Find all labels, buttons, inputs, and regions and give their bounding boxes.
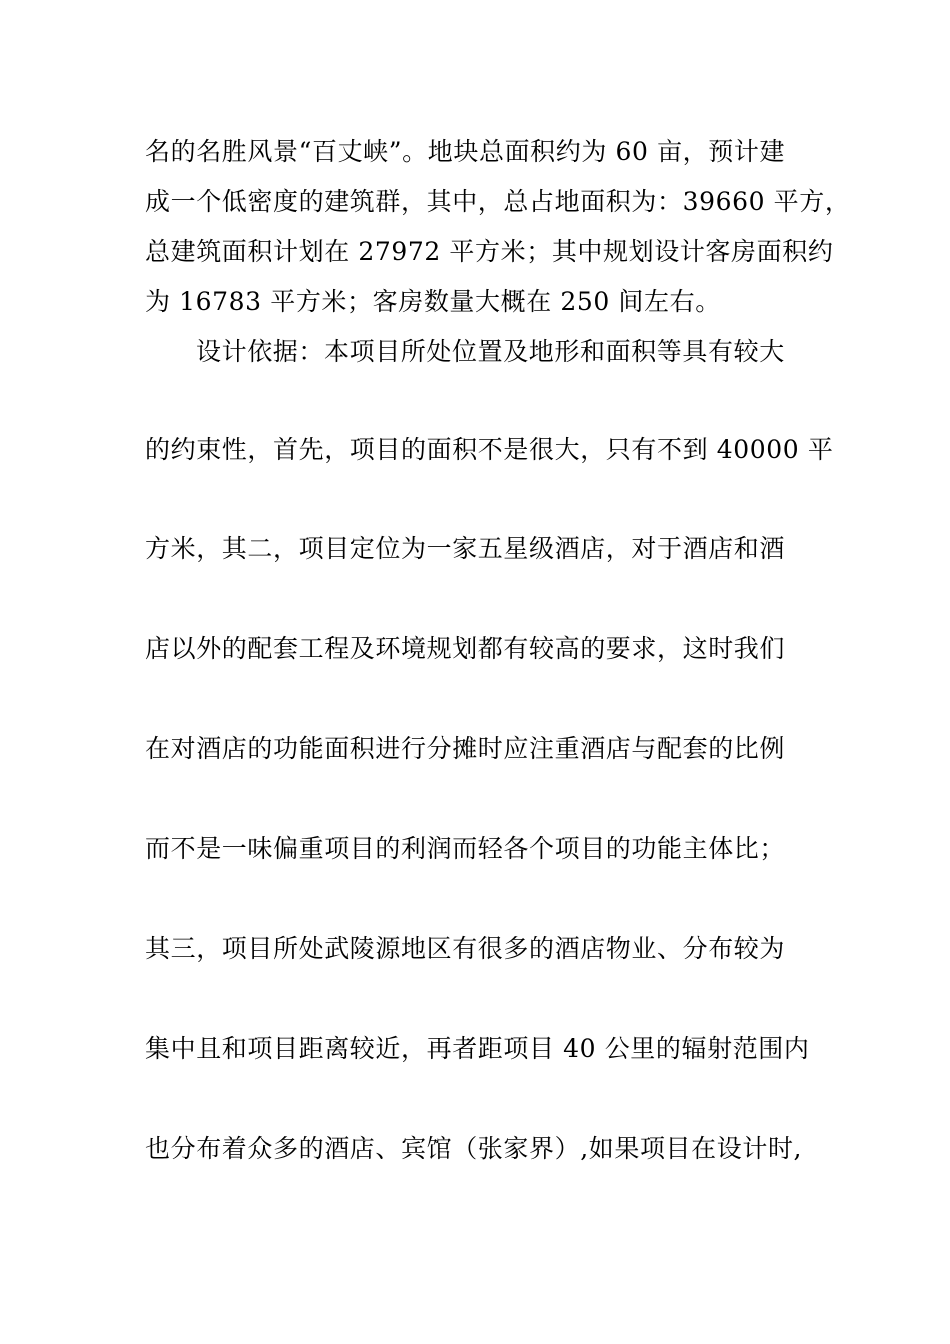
text-line: 店以外的配套工程及环境规划都有较高的要求，这时我们 [145, 634, 786, 663]
text-line: 成一个低密度的建筑群，其中，总占地面积为：39660 平方， [145, 187, 851, 216]
text-line: 的约束性，首先，项目的面积不是很大，只有不到 40000 平 [145, 435, 834, 464]
text-line: 也分布着众多的酒店、宾馆（张家界）,如果项目在设计时, [145, 1134, 803, 1163]
paragraph-first-line: 设计依据：本项目所处位置及地形和面积等具有较大 [196, 337, 785, 366]
text-line: 集中且和项目距离较近，再者距项目 40 公里的辐射范围内 [145, 1034, 810, 1063]
text-line: 其三，项目所处武陵源地区有很多的酒店物业、分布较为 [145, 934, 786, 963]
text-line: 名的名胜风景“百丈峡”。地块总面积约为 60 亩，预计建 [145, 137, 786, 166]
text-line: 在对酒店的功能面积进行分摊时应注重酒店与配套的比例 [145, 734, 786, 763]
text-line: 为 16783 平方米；客房数量大概在 250 间左右。 [145, 287, 721, 316]
text-line: 方米，其二，项目定位为一家五星级酒店，对于酒店和酒 [145, 534, 786, 563]
text-line: 而不是一味偏重项目的利润而轻各个项目的功能主体比； [145, 834, 786, 863]
text-line: 总建筑面积计划在 27972 平方米；其中规划设计客房面积约 [145, 237, 834, 266]
